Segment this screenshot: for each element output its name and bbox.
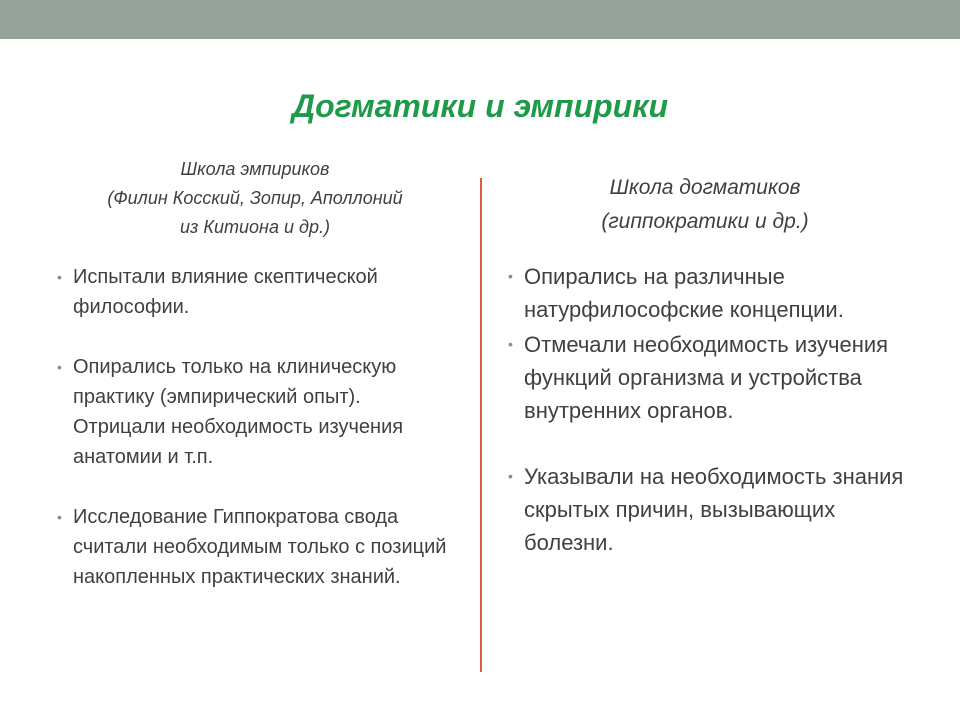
empiricists-header-line1: Школа эмпириков: [180, 159, 330, 179]
column-divider: [480, 178, 482, 672]
dogmatists-header: [495, 171, 915, 239]
bullet-icon: •: [57, 269, 62, 285]
bullet-icon: •: [508, 468, 513, 484]
empiricists-header-line2: (Филин Косский, Зопир, Аполлоний: [107, 188, 403, 208]
bullet-text: Испытали влияние скептической философии.: [73, 266, 378, 318]
list-item: [57, 262, 457, 322]
bullet-text: Исследование Гиппократова свода считали необходимым только с позиций накопленных практических знаний.: [73, 506, 447, 588]
dogmatists-header-line2: (гиппократики и др.): [601, 210, 809, 233]
bullet-icon: •: [508, 336, 513, 352]
list-item: [57, 352, 457, 472]
dogmatists-bullet-list: [508, 260, 928, 559]
bullet-text: Отмечали необходимость изучения функций организма и устройства внутренних органов.: [524, 332, 889, 423]
empiricists-header: [40, 155, 470, 242]
empiricists-header-line3: из Китиона и др.): [180, 217, 330, 237]
bullet-text: Указывали на необходимость знания скрытых причин, вызывающих болезни.: [524, 464, 904, 555]
top-decorative-bar: [0, 0, 960, 39]
bullet-text: Опирались на различные натурфилософские концепции.: [524, 264, 844, 322]
bullet-text: Опирались только на клиническую практику (эмпирический опыт). Отрицали необходимость изучения анатомии и т.п.: [73, 356, 404, 468]
bullet-icon: •: [57, 509, 62, 525]
bullet-icon: •: [508, 268, 513, 284]
list-item: [508, 460, 928, 559]
dogmatists-header-line1: Школа догматиков: [609, 176, 801, 199]
bullet-icon: •: [57, 359, 62, 375]
empiricists-bullet-list: [57, 262, 457, 592]
list-item: [508, 260, 928, 326]
list-item: [508, 328, 928, 427]
slide-title: Догматики и эмпирики: [292, 88, 668, 124]
list-item: [57, 502, 457, 592]
